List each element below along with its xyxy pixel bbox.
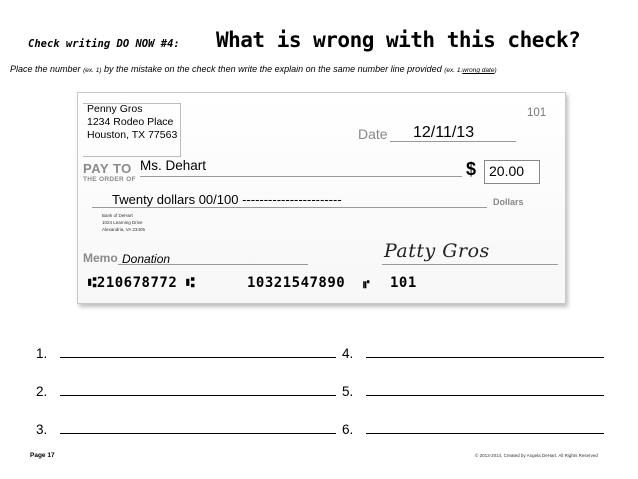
answer-number: 2. [36, 384, 48, 399]
bank-city: Alexandria, VA 23405 [102, 227, 145, 232]
instructions-part2: by the mistake on the check then write the explain on the same number line provided [104, 64, 442, 74]
instructions [10, 64, 497, 74]
check-number: 101 [527, 107, 547, 119]
signature: Patty Gros [384, 240, 490, 262]
answer-line-5[interactable] [366, 383, 604, 396]
instructions-example1: (ex. 1) [83, 67, 102, 74]
amount-value: 20.00 [489, 163, 525, 179]
instructions-example2-suffix: ) [494, 67, 497, 74]
date-value: 12/11/13 [413, 124, 475, 141]
answer-row-1 [36, 345, 336, 361]
worksheet-label: Check writing DO NOW #4: [28, 38, 180, 50]
answer-line-1[interactable] [60, 345, 336, 358]
answer-number: 6. [342, 422, 354, 437]
answer-number: 4. [342, 346, 354, 361]
memo-label: Memo [83, 251, 118, 265]
answer-row-6 [342, 421, 604, 437]
micr-account-number: 10321547890 [247, 275, 346, 291]
signature-line [382, 264, 558, 265]
answer-line-6[interactable] [366, 421, 604, 434]
amount-words: Twenty dollars 00/100 ----------------------- [112, 192, 342, 207]
answer-line-3[interactable] [60, 421, 336, 434]
amount-words-line [92, 207, 487, 208]
memo-value: Donation [122, 252, 171, 266]
pay-to-label: PAY TO [83, 161, 132, 176]
answer-line-2[interactable] [60, 383, 336, 396]
answer-row-2 [36, 383, 336, 399]
owner-city: Houston, TX 77563 [87, 129, 178, 141]
answer-line-4[interactable] [366, 345, 604, 358]
bank-info [102, 212, 145, 233]
bank-name: Bank of DeHart [102, 213, 133, 218]
payee-line [140, 176, 462, 177]
micr-check-number: 101 [390, 275, 417, 291]
answer-row-5 [342, 383, 604, 399]
micr-separator: ⑈ [363, 278, 371, 291]
payee-name: Ms. Dehart [140, 158, 207, 173]
answer-number: 1. [36, 346, 48, 361]
date-label: Date [358, 126, 388, 142]
instructions-example2-underlined: wrong date [462, 67, 495, 74]
answer-number: 5. [342, 384, 354, 399]
instructions-example2-prefix: (ex. 1. [444, 67, 463, 74]
answer-row-4 [342, 345, 604, 361]
order-of-label: THE ORDER OF [83, 176, 136, 183]
worksheet-title: What is wrong with this check? [216, 28, 581, 52]
answer-number: 3. [36, 422, 48, 437]
owner-address [87, 103, 177, 142]
answer-row-3 [36, 421, 336, 437]
dollar-sign: $ [466, 159, 477, 179]
dollars-label: Dollars [493, 197, 524, 207]
owner-street: 1234 Rodeo Place [87, 116, 174, 128]
owner-name: Penny Gros [87, 103, 143, 115]
bank-street: 1024 Learning Drive [102, 220, 143, 225]
micr-routing-number: ⑆210678772 ⑆ [88, 275, 196, 291]
instructions-part1: Place the number [10, 64, 81, 74]
copyright: © 2013-2014, Created by Angela DeHart. All Rights Reserved [475, 453, 598, 458]
page-number: Page 17 [30, 452, 55, 459]
